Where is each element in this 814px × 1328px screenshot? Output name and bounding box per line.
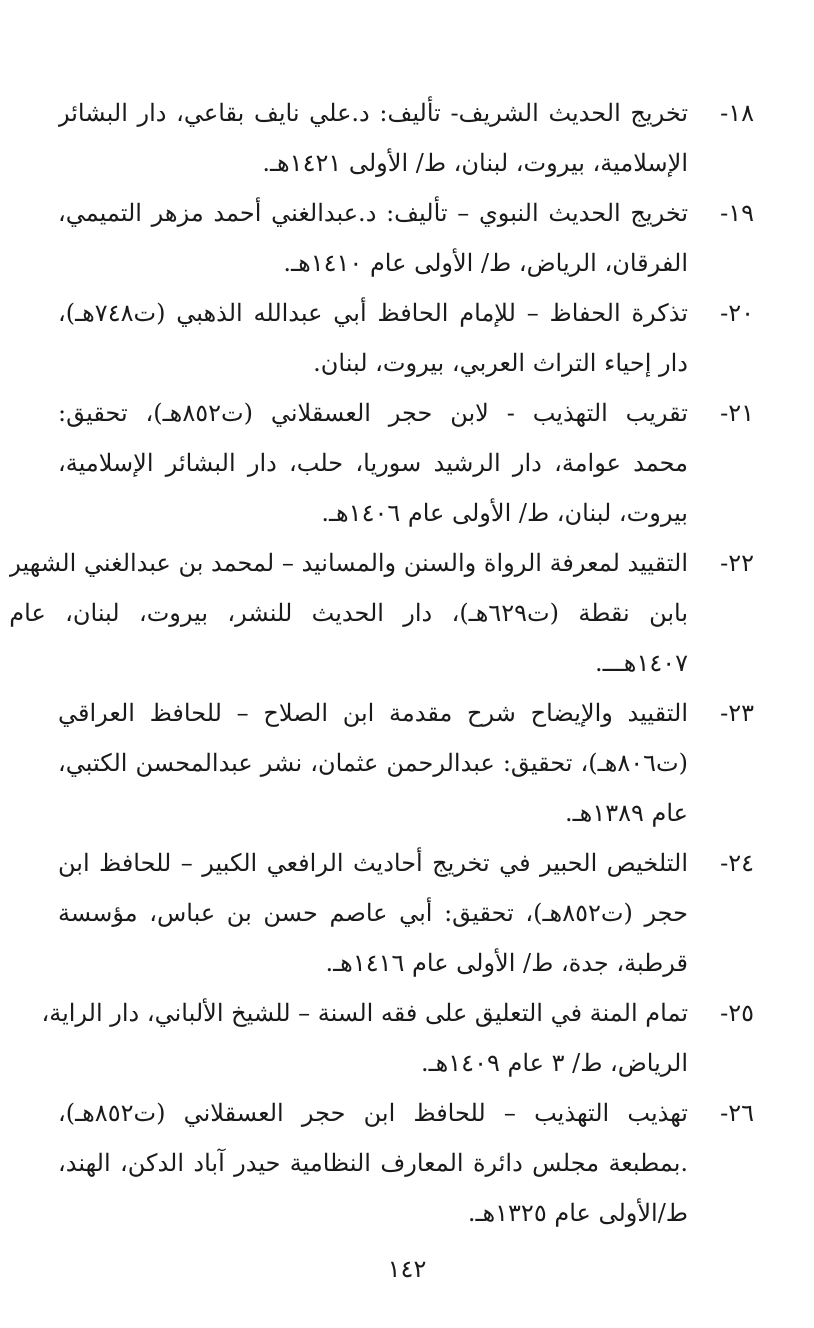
- entry-line: تخريج الحديث الشريف- تأليف: د.علي نايف بقاعي، دار البشائر: [58, 99, 688, 127]
- entry-text: [58, 1088, 688, 1238]
- entry-line: قرطبة، جدة، ط/ الأولى عام ١٤١٦هـ.: [325, 949, 688, 977]
- entry-text: [58, 388, 688, 538]
- entry-line: الإسلامية، بيروت، لبنان، ط/ الأولى ١٤٢١هـ.: [262, 149, 688, 177]
- entry-number: ١٩-: [720, 199, 754, 227]
- bibliography-entry: [9, 538, 754, 688]
- entry-text: [58, 188, 688, 288]
- entry-line: الفرقان، الرياض، ط/ الأولى عام ١٤١٠هـ.: [283, 249, 688, 277]
- entry-text: [58, 838, 688, 988]
- entry-number: ٢٤-: [720, 849, 754, 877]
- entry-line: عام ١٣٨٩هـ.: [564, 799, 688, 827]
- bibliography-page: [9, 88, 754, 1238]
- entry-line: تخريج الحديث النبوي – تأليف: د.عبدالغني أحمد مزهر التميمي،: [58, 199, 688, 227]
- entry-line: بابن نقطة (ت٦٢٩هـ)، دار الحديث للنشر، بيروت، لبنان، عام: [9, 599, 688, 627]
- entry-number: ٢١-: [720, 399, 754, 427]
- entry-line: تقريب التهذيب - لابن حجر العسقلاني (ت٨٥٢هـ)، تحقيق:: [58, 399, 688, 427]
- entry-line: التقييد والإيضاح شرح مقدمة ابن الصلاح – للحافظ العراقي: [58, 699, 688, 727]
- entry-line: (ت٨٠٦هـ)، تحقيق: عبدالرحمن عثمان، نشر عبدالمحسن الكتبي،: [58, 749, 688, 777]
- entry-line: دار إحياء التراث العربي، بيروت، لبنان.: [313, 349, 688, 377]
- entry-text: [58, 288, 688, 388]
- entry-line: .بمطبعة مجلس دائرة المعارف النظامية حيدر آباد الدكن، الهند،: [58, 1149, 688, 1177]
- page-number: ١٤٢: [387, 1255, 427, 1283]
- entry-text: [41, 988, 688, 1088]
- entry-line: التلخيص الحبير في تخريج أحاديث الرافعي الكبير – للحافظ ابن: [58, 849, 688, 877]
- bibliography-entry: [58, 688, 754, 838]
- entry-line: محمد عوامة، دار الرشيد سوريا، حلب، دار البشائر الإسلامية،: [58, 449, 688, 477]
- entry-line: تذكرة الحفاظ – للإمام الحافظ أبي عبدالله الذهبي (ت٧٤٨هـ)،: [58, 299, 688, 327]
- bibliography-entry: [41, 988, 754, 1088]
- entry-line: تمام المنة في التعليق على فقه السنة – للشيخ الألباني، دار الراية،: [41, 999, 688, 1027]
- bibliography-entry: [58, 838, 754, 988]
- entry-line: بيروت، لبنان، ط/ الأولى عام ١٤٠٦هـ.: [321, 499, 688, 527]
- entry-number: ٢٣-: [720, 699, 754, 727]
- bibliography-entry: [58, 288, 754, 388]
- entry-line: ط/الأولى عام ١٣٢٥هـ.: [467, 1199, 688, 1227]
- entry-number: ٢٢-: [720, 549, 754, 577]
- entry-text: [9, 538, 688, 688]
- entry-line: الرياض، ط/ ٣ عام ١٤٠٩هـ.: [420, 1049, 688, 1077]
- entry-line: التقييد لمعرفة الرواة والسنن والمسانيد – لمحمد بن عبدالغني الشهير: [9, 549, 688, 577]
- entry-number: ٢٦-: [720, 1099, 754, 1127]
- entry-line: ١٤٠٧هـــ.: [595, 649, 688, 677]
- entry-number: ٢٥-: [720, 999, 754, 1027]
- entry-line: تهذيب التهذيب – للحافظ ابن حجر العسقلاني (ت٨٥٢هـ)،: [58, 1099, 688, 1127]
- bibliography-entry: [58, 388, 754, 538]
- entry-text: [58, 88, 688, 188]
- entry-line: حجر (ت٨٥٢هـ)، تحقيق: أبي عاصم حسن بن عباس، مؤسسة: [58, 899, 688, 927]
- entry-number: ٢٠-: [720, 299, 754, 327]
- entry-text: [58, 688, 688, 838]
- bibliography-entry: [58, 88, 754, 188]
- bibliography-entry: [58, 188, 754, 288]
- entry-number: ١٨-: [720, 99, 754, 127]
- bibliography-entry: [58, 1088, 754, 1238]
